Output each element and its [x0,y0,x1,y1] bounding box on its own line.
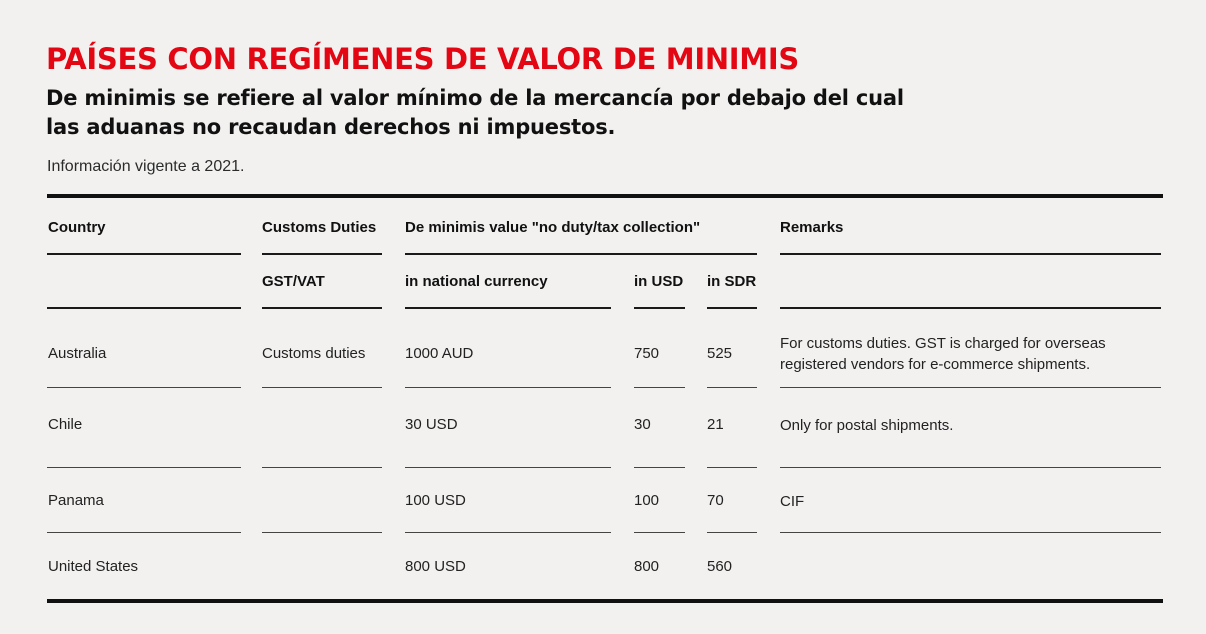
cell-sdr: 21 [707,416,724,433]
divider [262,253,382,255]
cell-duties: Customs duties [262,345,366,362]
header-remarks: Remarks [780,219,844,236]
cell-country: United States [48,558,139,575]
divider [634,307,685,309]
row-divider [262,387,382,388]
row-divider [405,532,611,533]
row-divider [707,387,757,388]
divider [262,307,382,309]
cell-national: 100 USD [405,492,466,509]
divider [405,253,757,255]
row-divider [262,467,382,468]
cell-national: 800 USD [405,558,466,575]
cell-country: Panama [48,492,104,509]
divider [47,253,241,255]
divider [780,307,1161,309]
table-top-rule [47,194,1163,198]
cell-usd: 750 [634,345,660,362]
row-divider [47,532,241,533]
row-divider [707,532,757,533]
page-title: PAÍSES CON REGÍMENES DE VALOR DE MINIMIS [46,42,799,76]
cell-remarks: CIF [780,493,805,510]
cell-sdr: 70 [707,492,724,509]
row-divider [707,467,757,468]
cell-usd: 30 [634,416,651,433]
header-usd: in USD [634,273,684,290]
row-divider [405,387,611,388]
header-de-minimis: De minimis value "no duty/tax collection" [405,219,701,236]
row-divider [405,467,611,468]
header-gst-vat: GST/VAT [262,273,325,290]
row-divider [262,532,382,533]
row-divider [780,467,1161,468]
row-divider [780,387,1161,388]
subtitle [46,84,1046,142]
divider [707,307,757,309]
header-national-currency: in national currency [405,273,548,290]
cell-remarks: For customs duties. GST is charged for overseas registered vendors for e-commerce shipments. [780,335,1106,373]
cell-remarks: Only for postal shipments. [780,417,954,434]
cell-sdr: 525 [707,345,733,362]
table-bottom-rule [47,599,1163,603]
row-divider [780,532,1161,533]
info-note: Información vigente a 2021. [47,158,245,175]
header-sdr: in SDR [707,273,757,290]
cell-country: Australia [48,345,107,362]
header-customs-duties: Customs Duties [262,219,377,236]
divider [405,307,611,309]
row-divider [634,532,685,533]
cell-national: 1000 AUD [405,345,474,362]
header-country: Country [48,219,106,236]
divider [780,253,1161,255]
divider [47,307,241,309]
row-divider [47,467,241,468]
cell-national: 30 USD [405,416,458,433]
subtitle-line-2: las aduanas no recaudan derechos ni impuestos. [46,115,616,139]
row-divider [634,467,685,468]
cell-usd: 800 [634,558,660,575]
cell-country: Chile [48,416,83,433]
row-divider [47,387,241,388]
subtitle-line-1: De minimis se refiere al valor mínimo de la mercancía por debajo del cual [46,86,904,110]
cell-usd: 100 [634,492,660,509]
row-divider [634,387,685,388]
cell-sdr: 560 [707,558,733,575]
